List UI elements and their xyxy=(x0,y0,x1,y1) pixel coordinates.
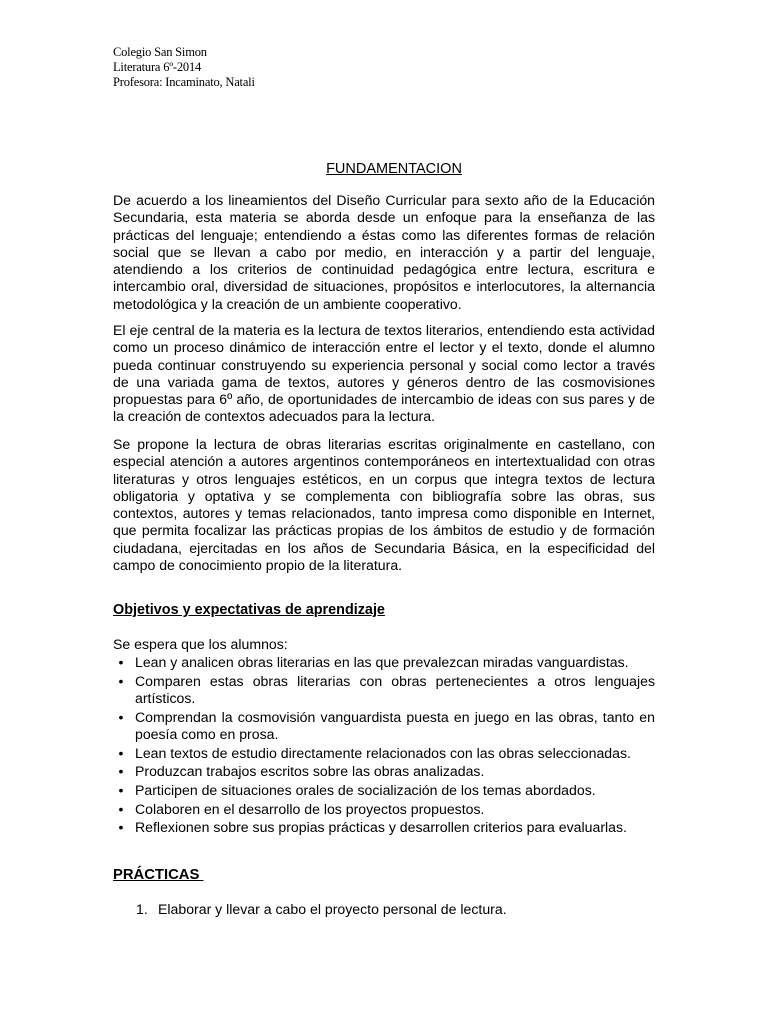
page-title-text: FUNDAMENTACION xyxy=(326,161,462,177)
list-item xyxy=(113,673,655,708)
list-item xyxy=(113,654,655,671)
document-header xyxy=(113,45,255,90)
list-item-text: Lean textos de estudio directamente relacionados con las obras seleccionadas. xyxy=(135,744,631,761)
list-number: 1. xyxy=(136,901,148,917)
bullet-icon: • xyxy=(118,672,124,689)
list-item xyxy=(113,801,655,818)
bullet-icon: • xyxy=(118,654,124,670)
list-item-text: Colaboren en el desarrollo de los proyectos propuestos. xyxy=(135,800,485,817)
bullet-icon: • xyxy=(118,782,124,799)
page-title xyxy=(0,160,768,178)
paragraph-fundamentacion-3: Se propone la lectura de obras literarias escritas originalmente en castellano, con especial atención a autores argentinos contemporáneos en intertextualidad con otras literaturas y otros lenguajes estéticos, en un corpus que integra textos de lectura obligatoria y optativa y se complementa con bibliografía sobre las obras, sus contextos, autores y temas relacionados, tanto impresa como disponible en Internet, que permita focalizar las prácticas propias de los ámbitos de estudio y de formación ciudadana, ejercitadas en los años de Secundaria Básica, en la especificidad del campo de conocimiento propio de la literatura. xyxy=(113,436,655,574)
bullet-icon: • xyxy=(118,708,124,725)
teacher-name: Profesora: Incaminato, Natali xyxy=(113,75,255,89)
bullet-icon: • xyxy=(118,819,124,836)
list-item-text: Lean y analicen obras literarias en las que prevalezcan miradas vanguardistas. xyxy=(135,654,629,670)
list-item-text: Reflexionen sobre sus propias prácticas y desarrollen criterios para evaluarlas. xyxy=(135,819,627,836)
list-item xyxy=(113,901,507,918)
bullet-icon: • xyxy=(118,800,124,817)
list-item xyxy=(113,745,655,762)
list-item xyxy=(113,709,655,744)
bullet-icon: • xyxy=(118,763,124,780)
practicas-list xyxy=(113,901,507,918)
list-item-text: Comprendan la cosmovisión vanguardista puesta en juego en las obras, tanto en poesía como en prosa. xyxy=(135,708,655,742)
objectives-list xyxy=(113,654,655,838)
list-item-text: Produzcan trabajos escritos sobre las obras analizadas. xyxy=(135,763,485,780)
list-item xyxy=(113,819,655,836)
list-item xyxy=(113,782,655,799)
paragraph-fundamentacion-2: El eje central de la materia es la lectura de textos literarios, entendiendo esta actividad como un proceso dinámico de interacción entre el lector y el texto, donde el alumno pueda continuar construyendo su experiencia personal y social como lector a través de una variada gama de textos, autores y géneros dentro de las cosmovisiones propuestas para 6º año, de oportunidades de intercambio de ideas con sus pares y de la creación de contextos adecuados para la lectura. xyxy=(113,322,655,425)
objectives-intro: Se espera que los alumnos: xyxy=(113,636,288,652)
course-name: Literatura 6º-2014 xyxy=(113,60,202,74)
paragraph-fundamentacion-1: De acuerdo a los lineamientos del Diseño Curricular para sexto año de la Educación Secundaria, esta materia se aborda desde un enfoque para la enseñanza de las prácticas del lenguaje; entendiendo a éstas como las diferentes formas de relación social que se llevan a cabo por medio, en interacción y a partir del lenguaje, atendiendo a los criterios de continuidad pedagógica entre lectura, escritura e intercambio oral, diversidad de situaciones, propósitos e interlocutores, la alternancia metodológica y la creación de un ambiente cooperativo. xyxy=(113,192,655,312)
objectives-heading: Objetivos y expectativas de aprendizaje xyxy=(113,602,385,618)
practicas-heading: PRÁCTICAS xyxy=(113,867,204,883)
list-item-text: Elaborar y llevar a cabo el proyecto personal de lectura. xyxy=(158,901,507,917)
list-item-text: Participen de situaciones orales de socialización de los temas abordados. xyxy=(135,782,596,799)
list-item xyxy=(113,763,655,780)
school-name: Colegio San Simon xyxy=(113,45,207,59)
list-item-text: Comparen estas obras literarias con obras pertenecientes a otros lenguajes artísticos. xyxy=(135,672,655,706)
bullet-icon: • xyxy=(118,744,124,761)
